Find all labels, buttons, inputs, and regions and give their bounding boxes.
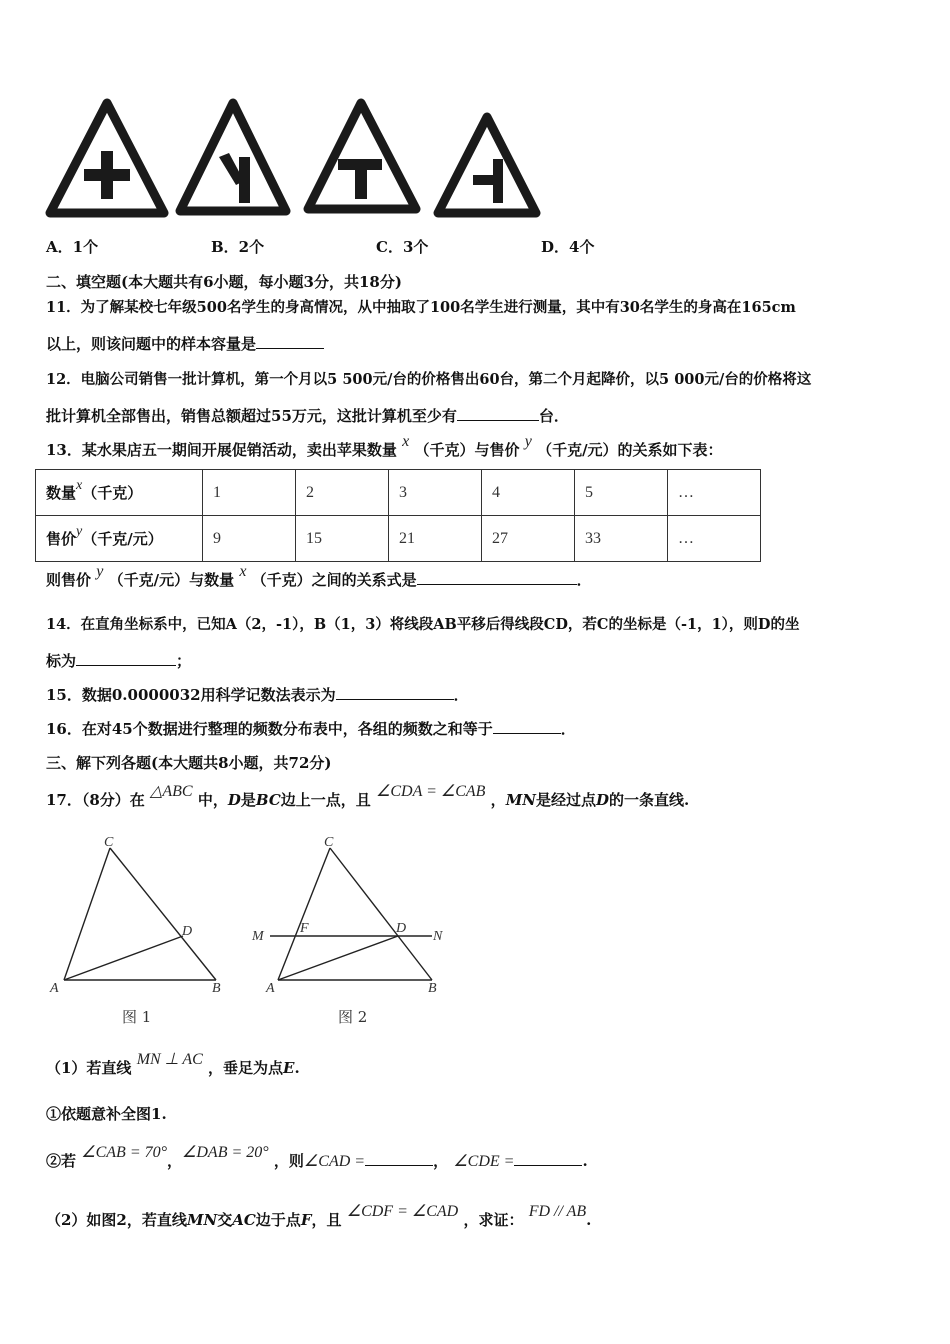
fig1-label-b: B: [212, 981, 221, 996]
q15-text: 15．数据0.0000032用科学记数法表示为: [46, 686, 336, 704]
fig2-label-a: A: [266, 981, 275, 996]
q12-line1: 12．电脑公司销售一批计算机，第一个月以5 500元/台的价格售出60台，第二个月起降价，以5 000元/台的价格将这: [46, 371, 812, 388]
option-d: D．4个: [541, 238, 595, 256]
q11-text: 以上，则该问题中的样本容量是: [46, 335, 257, 353]
option-b: B．2个: [211, 238, 265, 256]
p1-step2-text-b: ，则: [273, 1152, 304, 1170]
q16-text: 16．在对45个数据进行整理的频数分布表中，各组的频数之和等于: [46, 720, 493, 738]
table-cell: 33: [575, 516, 668, 562]
q17-line-mn: MN: [505, 791, 537, 809]
p2-line: [46, 1203, 592, 1230]
q13-text-a: 13．某水果店五一期间开展促销活动，卖出苹果数量: [46, 441, 397, 459]
q16-text-end: ．: [560, 720, 576, 738]
q16-answer-blank: [493, 732, 561, 734]
sign-crossroad-icon: [50, 103, 164, 213]
q13-text-g: ．: [576, 571, 592, 589]
p1-sep: ，: [167, 1152, 183, 1170]
q17-angle-equation: ∠CDA = ∠CAB: [376, 783, 486, 800]
p1-cde-answer-blank: [514, 1164, 582, 1166]
p2-line-mn: MN: [186, 1211, 218, 1229]
fig2-label-f: F: [300, 921, 309, 936]
sign-y-junction-icon: [180, 103, 286, 211]
fig1-label-d: D: [182, 924, 193, 939]
sign-t-junction-icon: [308, 103, 416, 209]
p1-text-c: .: [294, 1059, 300, 1077]
q15-text-end: ．: [453, 686, 469, 704]
table-head-quantity: 数量x（千克）: [36, 470, 203, 516]
q17-text-g: 的一条直线.: [609, 791, 690, 809]
p2-text-a: （2）如图2，若直线: [46, 1211, 187, 1229]
p1-cad-answer-blank: [365, 1164, 433, 1166]
table-row: [36, 470, 761, 516]
q14-line1: 14．在直角坐标系中，已知A（2，-1），B（1，3）将线段AB平移后得线段CD，若C的坐标是（-1，1），则D的坐: [46, 616, 800, 633]
table-cell: …: [668, 470, 761, 516]
q13-text-c: （千克/元）的关系如下表：: [537, 441, 723, 459]
q15-answer-blank: [336, 698, 454, 700]
q13-answer-blank: [417, 583, 577, 585]
figure-2: [270, 848, 432, 980]
table-cell: 2: [296, 470, 389, 516]
q13-text-d: 则售价: [46, 571, 92, 589]
q17-text-f: 是经过点: [536, 791, 597, 809]
p2-side-ac: AC: [232, 1211, 256, 1229]
q17-line: [46, 783, 690, 810]
p1-math-mn-perp-ac: MN ⊥ AC: [136, 1051, 203, 1068]
q15-line: [46, 684, 469, 705]
p2-text-f: .: [586, 1211, 592, 1229]
p1-math-cab: ∠CAB = 70°: [81, 1144, 168, 1161]
q17-point-d: D: [227, 791, 241, 809]
option-a: A．1个: [46, 238, 99, 256]
table-cell: 4: [482, 470, 575, 516]
fig2-caption: 图 2: [338, 1008, 368, 1026]
p1-math-cde: ∠CDE =: [453, 1153, 515, 1170]
table-cell: 5: [575, 470, 668, 516]
q13-var-y2: y: [96, 563, 104, 580]
q17-text-e: ，: [490, 791, 506, 809]
fig2-label-c: C: [324, 835, 334, 850]
q13-text-f: （千克）之间的关系式是: [251, 571, 417, 589]
q13-var-x2: x: [239, 563, 247, 580]
p1-step2-text-c: ，: [433, 1152, 449, 1170]
q17-side-bc: BC: [255, 791, 281, 809]
p1-step1: ①依题意补全图1.: [46, 1105, 167, 1123]
q12-answer-blank: [457, 419, 539, 421]
traffic-signs-figure: [40, 95, 550, 223]
fig1-label-a: A: [50, 981, 59, 996]
q13-text-e: （千克/元）与数量: [108, 571, 235, 589]
p1-math-dab: ∠DAB = 20°: [182, 1144, 269, 1161]
q14-line2: [46, 650, 191, 671]
table-cell: 21: [389, 516, 482, 562]
table-row: [36, 516, 761, 562]
section3-title: 三、解下列各题(本大题共8小题，共72分): [46, 754, 332, 772]
fig2-label-n: N: [433, 929, 443, 944]
table-head-price: 售价y（千克/元）: [36, 516, 203, 562]
table-cell: 27: [482, 516, 575, 562]
q13-var-y: y: [524, 433, 532, 450]
option-c: C．3个: [376, 238, 429, 256]
table-cell: 9: [203, 516, 296, 562]
fig2-label-m: M: [252, 929, 264, 944]
q17-triangle: △ABC: [150, 783, 193, 800]
p2-math-angle-eq: ∠CDF = ∠CAD: [346, 1203, 459, 1220]
p1-text-a: （1）若直线: [46, 1059, 132, 1077]
fig1-label-c: C: [104, 835, 114, 850]
p2-text-e: ，求证：: [463, 1211, 524, 1229]
q17-text-c: 是: [240, 791, 256, 809]
q13-line2: [46, 563, 592, 590]
geometry-figures: [40, 830, 460, 1030]
q11-line2: [46, 333, 324, 354]
q14-text-end: ；: [176, 652, 192, 670]
q17-text-b: 中，: [197, 791, 228, 809]
table-cell: 15: [296, 516, 389, 562]
p2-point-f: F: [300, 1211, 312, 1229]
fig1-caption: 图 1: [122, 1008, 152, 1026]
q12-line2: [46, 405, 569, 426]
p1-point-e: E: [283, 1059, 295, 1077]
q17-text-a: 17．（8分）在: [46, 791, 145, 809]
q14-text: 标为: [46, 652, 77, 670]
table-cell: …: [668, 516, 761, 562]
p2-text-d: ，且: [311, 1211, 342, 1229]
p1-step2-text-a: ②若: [46, 1152, 77, 1170]
q17-text-d: 边上一点，且: [280, 791, 371, 809]
table-var-y: y: [76, 524, 83, 539]
q17-point-d2: D: [596, 791, 610, 809]
sign-side-road-icon: [438, 117, 536, 213]
p1-line: [46, 1051, 300, 1078]
p2-text-c: 边于点: [255, 1211, 301, 1229]
table-var-x: x: [76, 478, 83, 493]
p1-step2-text-d: .: [582, 1152, 588, 1170]
p2-text-b: 交: [217, 1211, 233, 1229]
q12-text-end: 台．: [538, 407, 569, 425]
figure-1: [64, 848, 216, 980]
q16-line: [46, 718, 576, 739]
q13-text-b: （千克）与售价: [414, 441, 520, 459]
p2-math-parallel: FD // AB: [528, 1203, 587, 1220]
q11-line1: 11．为了解某校七年级500名学生的身高情况，从中抽取了100名学生进行测量，其中有30名学生的身高在165cm: [46, 299, 796, 316]
fig2-label-d: D: [396, 921, 407, 936]
q13-var-x: x: [402, 433, 410, 450]
table-cell: 3: [389, 470, 482, 516]
table-cell: 1: [203, 470, 296, 516]
q13-line1: [46, 433, 723, 460]
q14-answer-blank: [76, 664, 176, 666]
p1-step2: [46, 1144, 588, 1171]
section2-title: 二、填空题(本大题共有6小题，每小题3分，共18分): [46, 273, 402, 291]
fig2-label-b: B: [428, 981, 437, 996]
q11-answer-blank: [256, 347, 324, 349]
p1-math-cad: ∠CAD =: [303, 1153, 366, 1170]
q12-text: 批计算机全部售出，销售总额超过55万元，这批计算机至少有: [46, 407, 457, 425]
p1-text-b: ，垂足为点: [208, 1059, 284, 1077]
q13-table: [35, 469, 761, 562]
